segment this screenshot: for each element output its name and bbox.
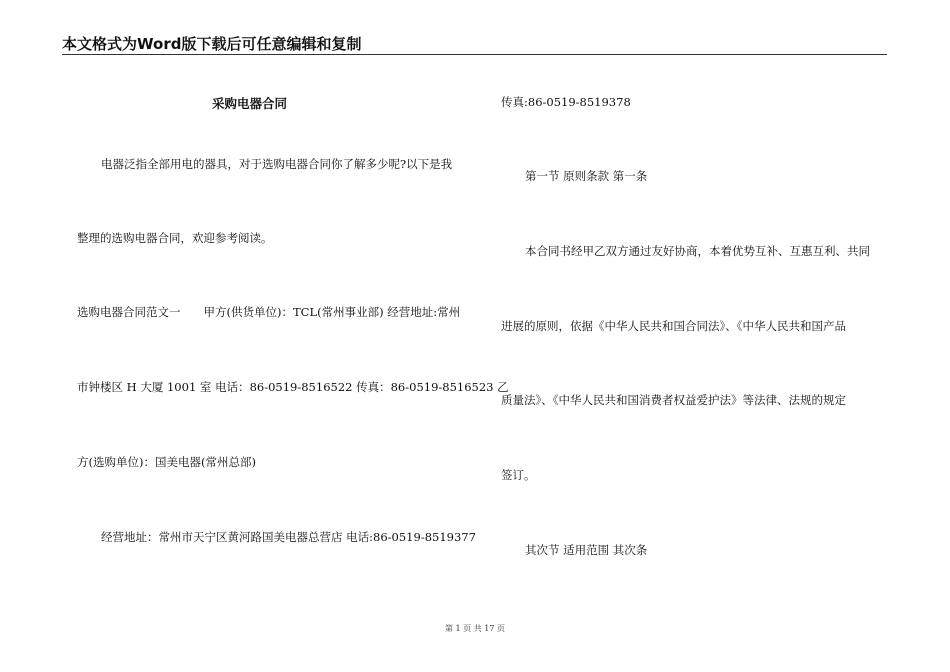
paragraph-line: 选购电器合同范文一 甲方(供货单位)：TCL(常州事业部) 经营地址:常州 (77, 305, 461, 319)
section-heading: 第一节 原则条款 第一条 (525, 169, 648, 183)
page-number: 第 1 页 共 17 页 (445, 624, 505, 633)
paragraph-line: 方(选购单位)：国美电器(常州总部) (77, 455, 256, 469)
page-header: 本文格式为Word版下载后可任意编辑和复制 (62, 34, 887, 55)
paragraph-line: 市钟楼区 H 大厦 1001 室 电话：86-0519-8516522 传真：86-0519-8516523 乙 (77, 380, 509, 394)
paragraph-line: 传真:86-0519-8519378 (501, 95, 631, 109)
paragraph-line: 质量法》、《中华人民共和国消费者权益爱护法》等法律、法规的规定 (501, 393, 846, 407)
section-heading: 其次节 适用范围 其次条 (525, 543, 648, 557)
paragraph-line: 进展的原则，依据《中华人民共和国合同法》、《中华人民共和国产品 (501, 319, 846, 333)
paragraph-line: 整理的选购电器合同，欢迎参考阅读。 (77, 231, 273, 245)
paragraph-line: 经营地址：常州市天宁区黄河路国美电器总营店 电话:86-0519-8519377 (101, 530, 476, 544)
paragraph-line: 本合同书经甲乙双方通过友好协商，本着优势互补、互惠互利、共同 (525, 244, 870, 258)
paragraph-line: 签订。 (501, 468, 536, 482)
paragraph-line: 电器泛指全部用电的器具，对于选购电器合同你了解多少呢?以下是我 (101, 157, 453, 171)
document-title: 采购电器合同 (212, 96, 288, 111)
